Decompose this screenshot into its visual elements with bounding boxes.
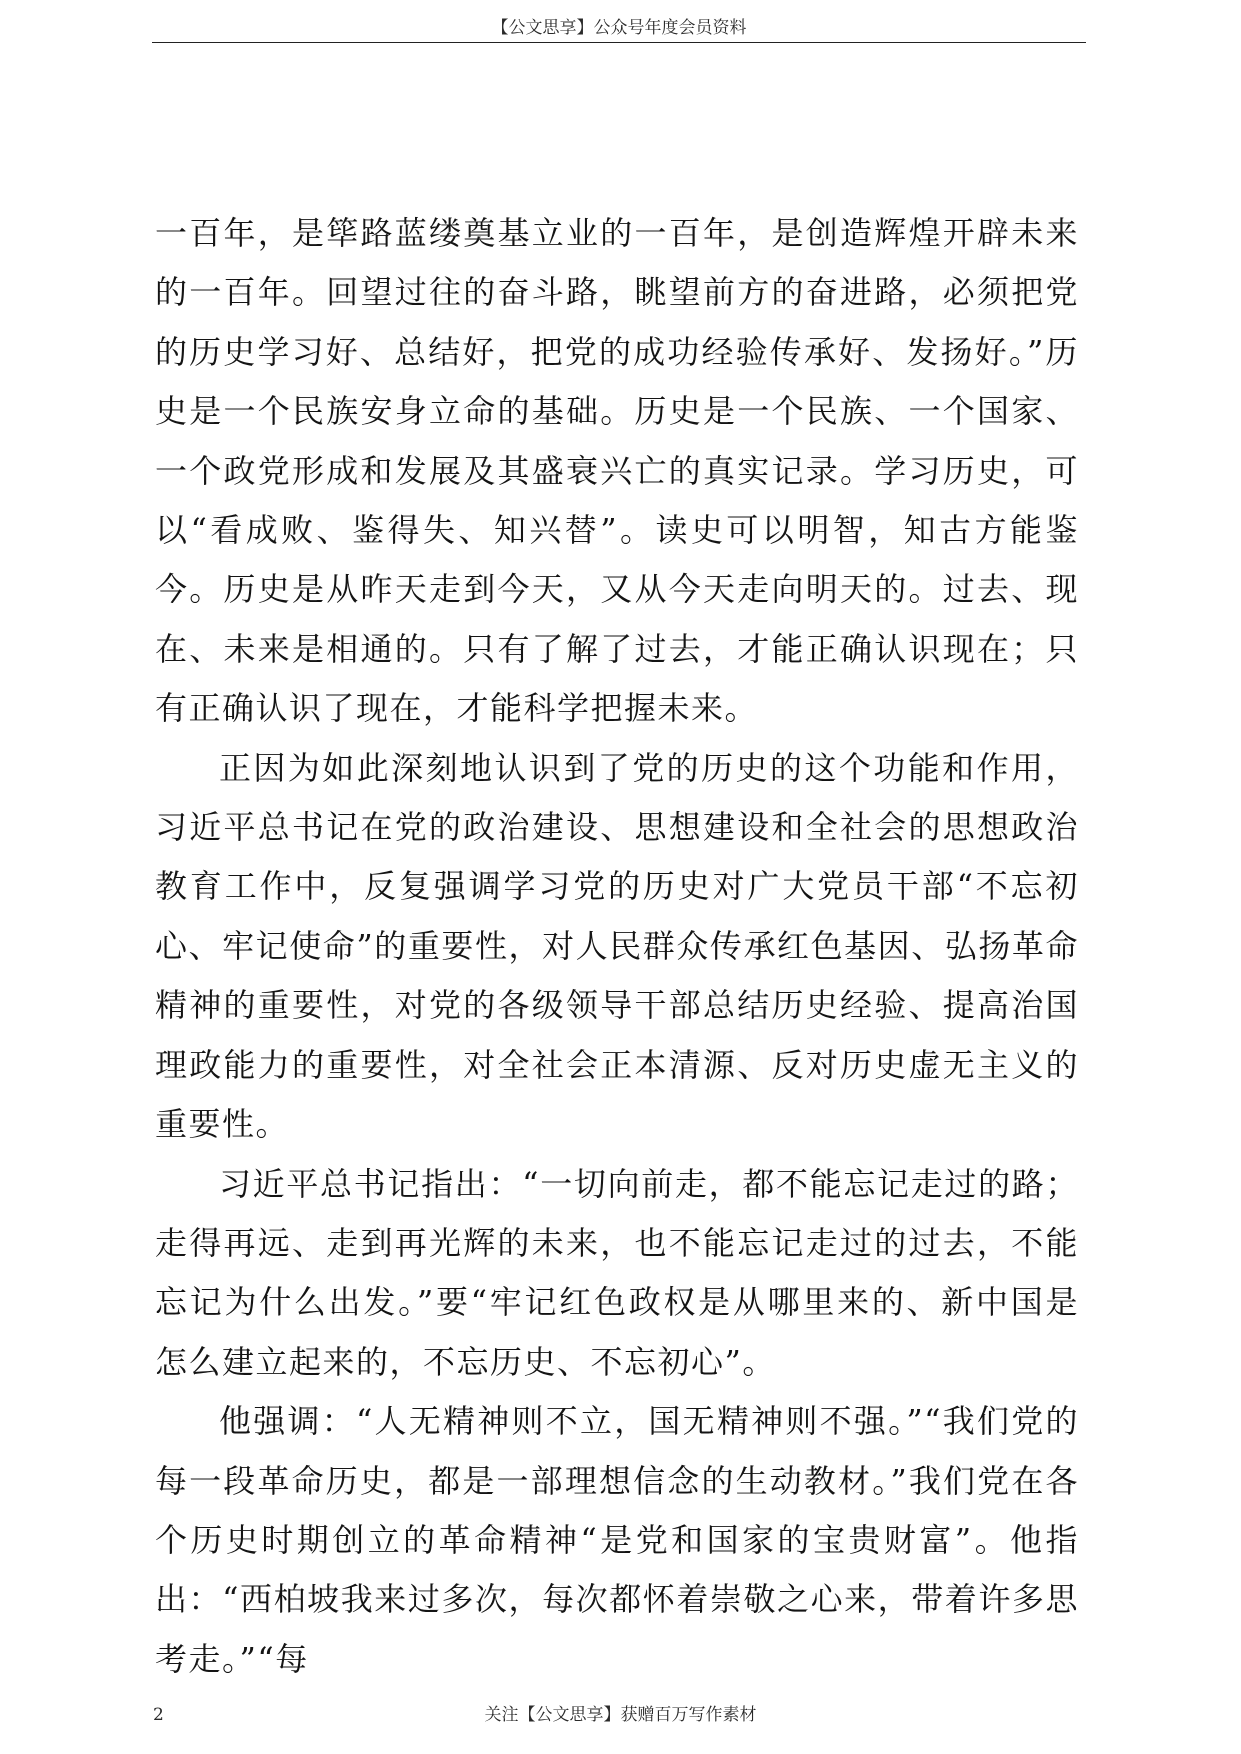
paragraph: 习近平总书记指出：“一切向前走，都不能忘记走过的路；走得再远、走到再光辉的未来，也不能忘记走过的过去，不能忘记为什么出发。”要“牢记红色政权是从哪里来的、新中国是怎么建立起来的，不忘历史、不忘初心”。 [155, 1164, 1079, 1381]
page-number: 2 [153, 1705, 164, 1725]
paragraph: 他强调：“人无精神则不立，国无精神则不强。”“我们党的每一段革命历史，都是一部理想信念的生动教材。”我们党在各个历史时期创立的革命精神“是党和国家的宝贵财富”。他指出：“西柏坡我来过多次，每次都怀着崇敬之心来，带着许多思考走。”“每 [155, 1402, 1079, 1678]
footer-text: 关注【公文思享】获赠百万写作素材 [484, 1705, 757, 1725]
page-header [152, 14, 1086, 43]
paragraph: 正因为如此深刻地认识到了党的历史的这个功能和作用，习近平总书记在党的政治建设、思想建设和全社会的思想政治教育工作中，反复强调学习党的历史对广大党员干部“不忘初心、牢记使命”的重要性，对人民群众传承红色基因、弘扬革命精神的重要性，对党的各级领导干部总结历史经验、提高治国理政能力的重要性，对全社会正本清源、反对历史虚无主义的重要性。 [155, 748, 1079, 1144]
header-text: 【公文思享】公众号年度会员资料 [491, 18, 747, 38]
page-footer [0, 1701, 1241, 1729]
document-body [155, 204, 1079, 1689]
paragraph: 一百年，是筚路蓝缕奠基立业的一百年，是创造辉煌开辟未来的一百年。回望过往的奋斗路，眺望前方的奋进路，必须把党的历史学习好、总结好，把党的成功经验传承好、发扬好。”历史是一个民族安身立命的基础。历史是一个民族、一个国家、一个政党形成和发展及其盛衰兴亡的真实记录。学习历史，可以“看成败、鉴得失、知兴替”。读史可以明智，知古方能鉴今。历史是从昨天走到今天，又从今天走向明天的。过去、现在、未来是相通的。只有了解了过去，才能正确认识现在；只有正确认识了现在，才能科学把握未来。 [155, 214, 1079, 728]
